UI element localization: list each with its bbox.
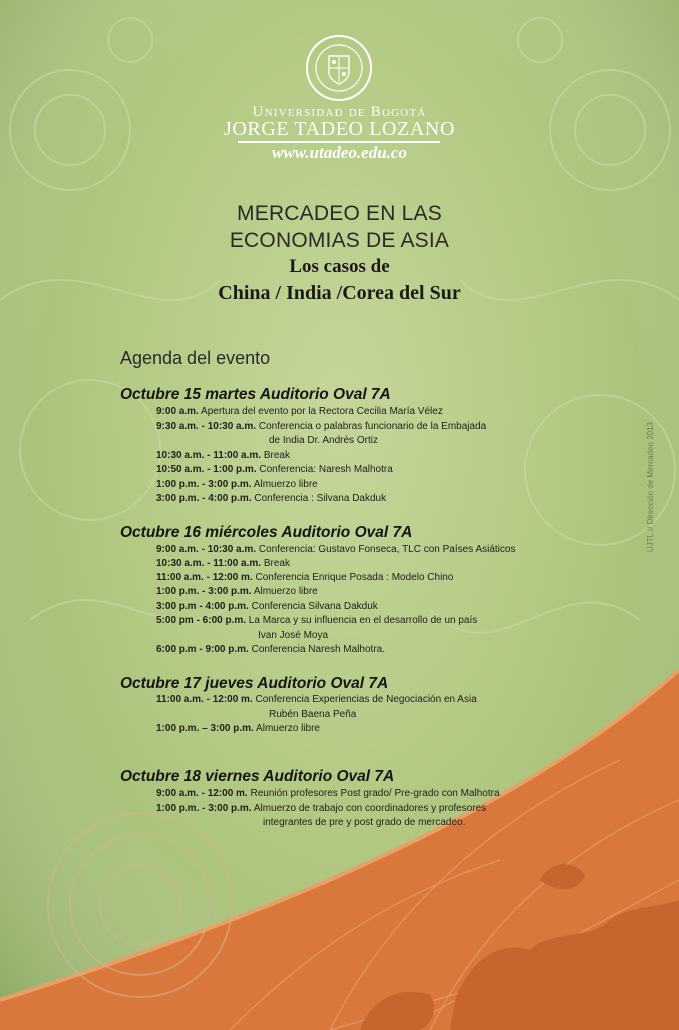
day-heading: Octubre 17 jueves Auditorio Oval 7A [120,675,389,692]
university-website[interactable]: www.utadeo.edu.co [272,143,407,162]
agenda-heading: Agenda del evento [120,348,271,368]
agenda-row: 9:00 a.m. Apertura del evento por la Rectora Cecilia María Vélez [156,406,443,417]
agenda-row: 11:00 a.m. - 12:00 m. Conferencia Experiencias de Negociación en Asia [156,694,477,705]
agenda-row: 11:00 a.m. - 12:00 m. Conferencia Enrique Posada : Modelo Chino [156,572,454,583]
title-line-1: MERCADEO EN LAS [237,202,442,225]
agenda-row: 6:00 p.m - 9:00 p.m. Conferencia Naresh Malhotra. [156,644,385,655]
agenda-row: 10:30 a.m. - 11:00 a.m. Break [156,558,290,569]
agenda-row: 3:00 p.m. - 4:00 p.m. Conferencia : Silvana Dakduk [156,493,387,504]
agenda-row: 10:50 a.m. - 1:00 p.m. Conferencia: Naresh Malhotra [156,464,393,475]
title-line-2: ECONOMIAS DE ASIA [229,229,450,252]
agenda-row: 5:00 pm - 6:00 p.m. La Marca y su influencia en el desarrollo de un país [156,615,478,626]
side-credit: UJTL // Dirección de Mercadeo 2013 [646,422,655,552]
agenda-row: 1:00 p.m. – 3:00 p.m. Almuerzo libre [156,723,320,734]
agenda-row: 3:00 p.m - 4:00 p.m. Conferencia Silvana Dakduk [156,601,378,612]
agenda-row: 9:00 a.m. - 12:00 m. Reunión profesores Post grado/ Pre-grado con Malhotra [156,788,500,799]
day-heading: Octubre 18 viernes Auditorio Oval 7A [120,768,395,785]
agenda-row-continuation: Rubén Baena Peña [269,709,357,720]
university-line: Universidad de Bogotá [252,104,427,120]
agenda-row: 9:00 a.m. - 10:30 a.m. Conferencia: Gustavo Fonseca, TLC con Países Asiáticos [156,544,516,555]
agenda-row: 1:00 p.m. - 3:00 p.m. Almuerzo libre [156,586,318,597]
subtitle-line-2: China / India /Corea del Sur [218,282,461,304]
university-seal-icon [305,34,373,102]
agenda-row-continuation: integrantes de pre y post grado de mercadeo. [263,817,466,828]
agenda-row: 10:30 a.m. - 11:00 a.m. Break [156,450,290,461]
agenda-row: 1:00 p.m. - 3:00 p.m. Almuerzo libre [156,479,318,490]
agenda-row-continuation: de India Dr. Andrés Ortiz [269,435,378,446]
day-heading: Octubre 15 martes Auditorio Oval 7A [120,386,391,403]
day-heading: Octubre 16 miércoles Auditorio Oval 7A [120,524,413,541]
university-name: JORGE TADEO LOZANO [223,118,456,140]
agenda-row: 9:30 a.m. - 10:30 a.m. Conferencia o palabras funcionario de la Embajada [156,421,487,432]
agenda-row: 1:00 p.m. - 3:00 p.m. Almuerzo de trabajo con coordinadores y profesores [156,803,487,814]
subtitle-line-1: Los casos de [289,256,390,277]
agenda-row-continuation: Ivan José Moya [258,630,329,641]
